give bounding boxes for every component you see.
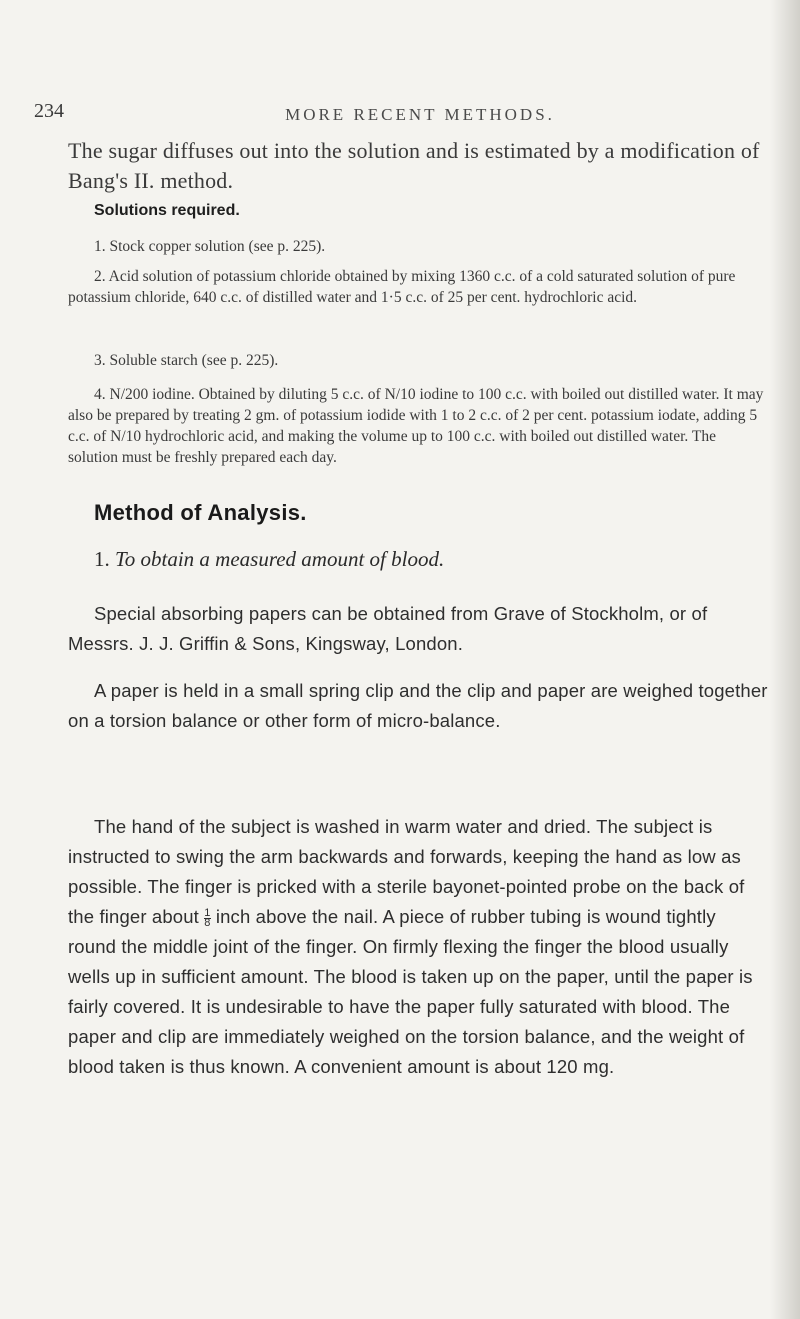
step-title: To obtain a measured amount of blood. xyxy=(115,547,445,571)
page-number: 234 xyxy=(34,100,64,122)
procedure-text-before: The hand of the subject is washed in warm water and dried. The subject is instructed to swing the arm backwards and forwards, keeping the hand as low as possible. The finger is pricked with a sterile bayonet-pointed probe on the back of the finger about xyxy=(68,816,745,927)
fraction-denominator: 8 xyxy=(204,916,211,929)
procedure-text-after: inch above the nail. A piece of rubber tubing is wound tightly round the middle joint of the finger. On firmly flexing the finger the blood usually wells up in sufficient amount. The blood is taken up on the paper, until the paper is fairly covered. It is undesirable to have the paper fully saturated with blood. The paper and clip are immediately weighed on the torsion balance, and the weight of blood taken is thus known. A convenient amount is about 120 mg. xyxy=(68,906,753,1077)
page-edge-shadow xyxy=(770,0,800,1319)
running-head: MORE RECENT METHODS. xyxy=(285,105,555,124)
step-number: 1. xyxy=(94,547,110,571)
method-paragraph-weighing: A paper is held in a small spring clip and the clip and paper are weighed together on a torsion balance or other form of micro-balance. xyxy=(68,680,768,731)
solution-item: 3. Soluble starch (see p. 225). xyxy=(94,352,279,369)
solutions-heading: Solutions required. xyxy=(94,202,240,219)
fraction-one-eighth xyxy=(204,906,211,929)
solution-item: 2. Acid solution of potassium chloride obtained by mixing 1360 c.c. of a cold saturated solution of pure potassium chloride, 640 c.c. of distilled water and 1·5 c.c. of 25 per cent. hydrochloric acid. xyxy=(68,268,736,306)
method-heading: Method of Analysis. xyxy=(94,500,307,525)
method-paragraph-procedure xyxy=(68,812,768,1082)
fraction-numerator: 1 xyxy=(204,906,211,919)
method-step-heading xyxy=(94,547,444,572)
solution-item: 1. Stock copper solution (see p. 225). xyxy=(94,238,326,255)
method-paragraph-suppliers: Special absorbing papers can be obtained from Grave of Stockholm, or of Messrs. J. J. Griffin & Sons, Kingsway, London. xyxy=(68,603,708,654)
solution-item: 4. N/200 iodine. Obtained by diluting 5 c.c. of N/10 iodine to 100 c.c. with boiled out distilled water. It may also be prepared by treating 2 gm. of potassium iodide with 1 to 2 c.c. of 2 per cent. potassium iodate, adding 5 c.c. of N/10 hydrochloric acid, and making the volume up to 100 c.c. with boiled out distilled water. The solution must be freshly prepared each day. xyxy=(68,386,764,466)
intro-paragraph: The sugar diffuses out into the solution and is estimated by a modification of Bang's II. method. xyxy=(68,138,760,193)
